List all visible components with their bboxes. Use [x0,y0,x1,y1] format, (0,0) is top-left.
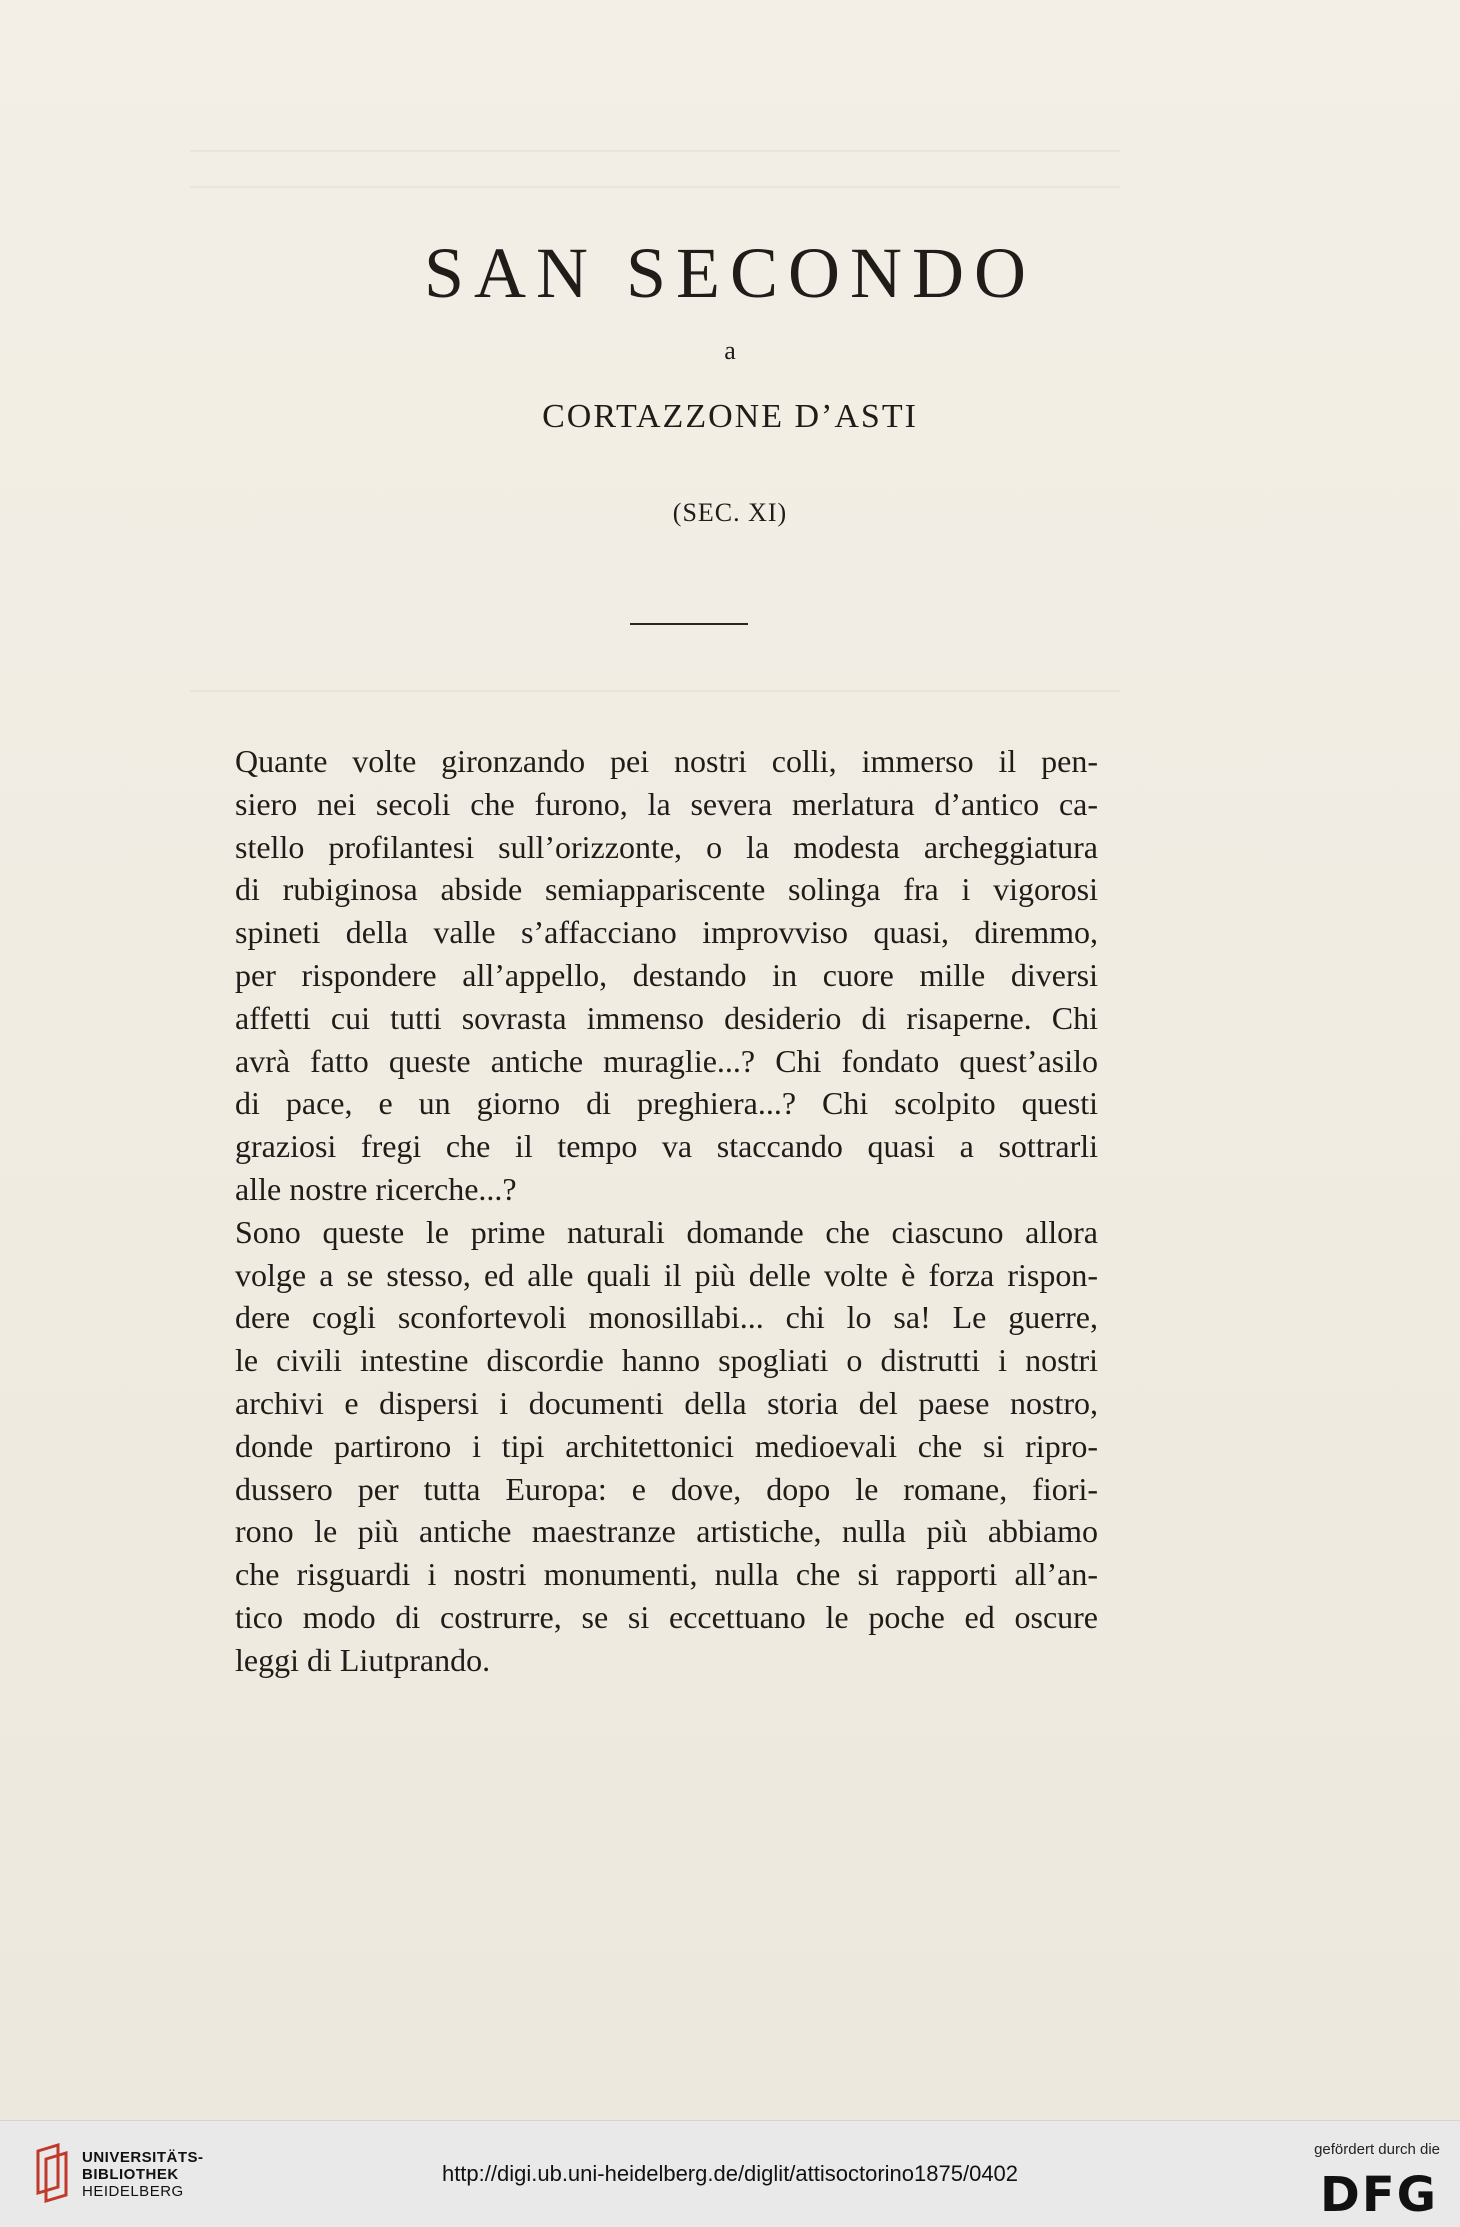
page-subtitle: CORTAZZONE D’ASTI [542,398,918,435]
library-line-2: BIBLIOTHEK [82,2166,179,2183]
funding-note: gefördert durch die [1314,2141,1440,2158]
text-line: dussero per tutta Europa: e dove, dopo le romane, fiori- [235,1470,1098,1507]
text-line: alle nostre ricerche...? [235,1170,517,1207]
text-line: siero nei secoli che furono, la severa merlatura d’antico ca- [235,785,1098,822]
text-line: donde partirono i tipi architettonici medioevali che si ripro- [235,1427,1098,1464]
dfg-logo: DFG [1319,2167,1438,2223]
library-line-3: HEIDELBERG [82,2183,184,2200]
century-label: (SEC. XI) [672,498,788,527]
bleed-through-line [190,690,1120,692]
text-line: avrà fatto queste antiche muraglie...? Chi fondato quest’asilo [235,1042,1098,1079]
text-line: volge a se stesso, ed alle quali il più delle volte è forza rispon- [235,1256,1098,1293]
text-line: dere cogli sconfortevoli monosillabi... chi lo sa! Le guerre, [235,1299,1098,1336]
text-line: per rispondere all’appello, destando in cuore mille diversi [235,956,1098,993]
text-line: rono le più antiche maestranze artistiche, nulla più abbiamo [235,1513,1098,1550]
library-line-1: UNIVERSITÄTS- [82,2149,204,2166]
text-line: che risguardi i nostri monumenti, nulla che si rapporti all’an- [235,1556,1098,1593]
text-line: Quante volte gironzando pei nostri colli, immerso il pen- [235,743,1098,779]
title-connector: a [724,336,736,365]
text-line: tico modo di costrurre, se si eccettuano le poche ed oscure [235,1598,1098,1635]
text-line: archivi e dispersi i documenti della storia del paese nostro, [235,1384,1098,1421]
text-line: graziosi fregi che il tempo va staccando quasi a sottrarli [235,1128,1098,1165]
text-line: stello profilantesi sull’orizzonte, o la modesta archeggiatura [235,828,1098,865]
page-title: SAN SECONDO [423,233,1037,313]
paragraph [205,1211,1098,1682]
bleed-through-line [190,150,1120,152]
bleed-through-line [190,186,1120,188]
text-line: le civili intestine discordie hanno spogliati o distrutti i nostri [235,1342,1098,1379]
digitization-footer [0,2120,1460,2227]
text-line: affetti cui tutti sovrasta immenso desiderio di risaperne. Chi [235,999,1098,1036]
text-line: spineti della valle s’affacciano improvviso quasi, diremmo, [235,914,1098,951]
permalink-url[interactable]: http://digi.ub.uni-heidelberg.de/diglit/attisoctorino1875/0402 [441,2161,1019,2186]
title-rule [630,623,748,625]
text-line: di rubiginosa abside semiappariscente solinga fra i vigorosi [235,871,1098,908]
text-line: Sono queste le prime naturali domande che ciascuno allora [235,1213,1098,1250]
text-line: leggi di Liutprando. [235,1641,491,1678]
body-text [205,740,1098,1682]
paragraph [205,740,1098,1211]
text-line: di pace, e un giorno di preghiera...? Chi scolpito questi [235,1085,1098,1122]
